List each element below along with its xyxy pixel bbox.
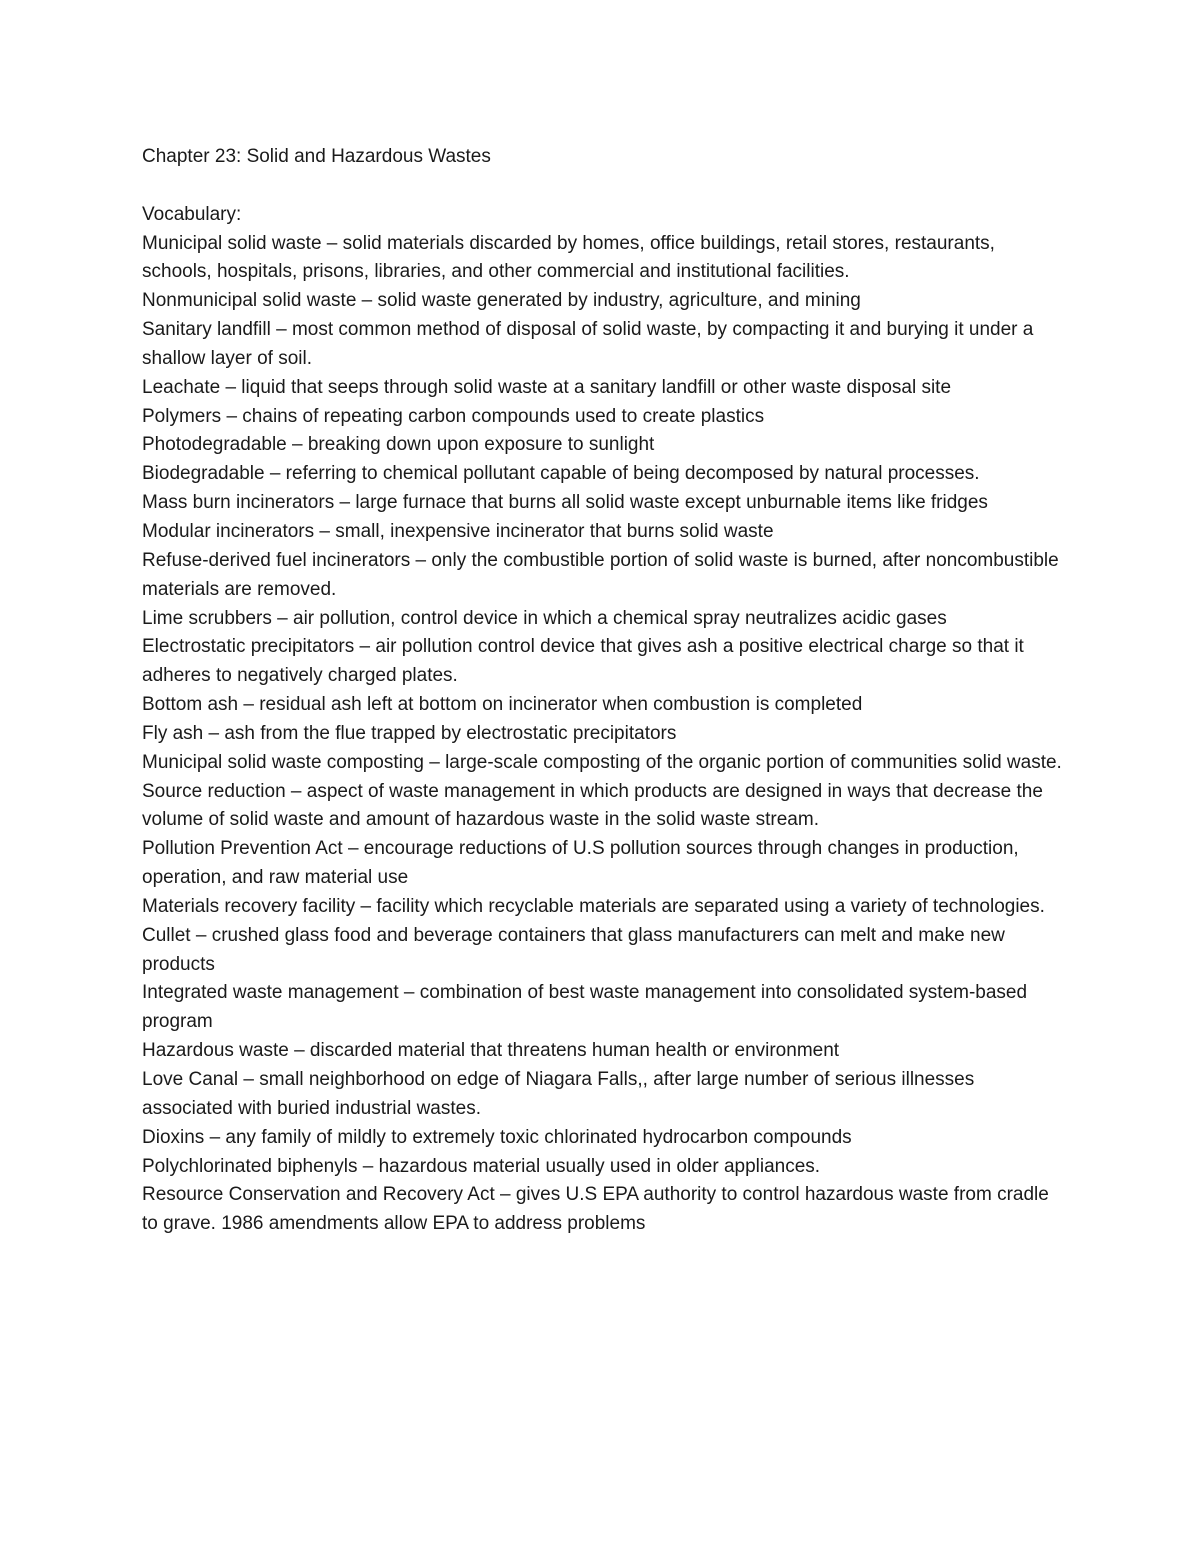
vocabulary-entry: Mass burn incinerators – large furnace that burns all solid waste except unburnable items like fridges	[142, 492, 988, 514]
vocabulary-entry: Fly ash – ash from the flue trapped by electrostatic precipitators	[142, 722, 677, 744]
vocabulary-entry: Hazardous waste – discarded material that threatens human health or environment	[142, 1040, 840, 1062]
vocabulary-entry: Municipal solid waste composting – large-scale composting of the organic portion of communities solid waste.	[142, 751, 1062, 773]
document-body	[142, 143, 1067, 1239]
section-label: Vocabulary:	[142, 203, 242, 225]
vocabulary-entry: Modular incinerators – small, inexpensive incinerator that burns solid waste	[142, 520, 774, 542]
vocabulary-entry: Resource Conservation and Recovery Act – gives U.S EPA authority to control hazardous waste from cradle to grave. 1986 amendments allow EPA to address problems	[142, 1184, 1049, 1235]
vocabulary-entry: Lime scrubbers – air pollution, control device in which a chemical spray neutralizes acidic gases	[142, 607, 947, 629]
vocabulary-entry: Electrostatic precipitators – air pollution control device that gives ash a positive electrical charge so that it adheres to negatively charged plates.	[142, 636, 1024, 687]
vocabulary-entry: Source reduction – aspect of waste management in which products are designed in ways that decrease the volume of solid waste and amount of hazardous waste in the solid waste stream.	[142, 780, 1043, 831]
vocabulary-entry: Photodegradable – breaking down upon exposure to sunlight	[142, 434, 655, 456]
vocabulary-entry: Pollution Prevention Act – encourage reductions of U.S pollution sources through changes in production, operation, and raw material use	[142, 838, 1019, 889]
vocabulary-entry: Love Canal – small neighborhood on edge of Niagara Falls,, after large number of serious illnesses associated with buried industrial wastes.	[142, 1069, 975, 1119]
vocabulary-entry: Refuse-derived fuel incinerators – only the combustible portion of solid waste is burned, after noncombustible materials are removed.	[142, 549, 1059, 600]
vocabulary-list	[142, 230, 1067, 1240]
vocabulary-entry: Nonmunicipal solid waste – solid waste generated by industry, agriculture, and mining	[142, 290, 861, 312]
vocabulary-entry: Dioxins – any family of mildly to extremely toxic chlorinated hydrocarbon compounds	[142, 1126, 852, 1148]
vocabulary-entry: Biodegradable – referring to chemical pollutant capable of being decomposed by natural processes.	[142, 463, 980, 485]
vocabulary-entry: Integrated waste management – combination of best waste management into consolidated system-based program	[142, 982, 1028, 1033]
vocabulary-entry: Leachate – liquid that seeps through solid waste at a sanitary landfill or other waste disposal site	[142, 376, 952, 398]
vocabulary-entry: Sanitary landfill – most common method of disposal of solid waste, by compacting it and burying it under a shallow layer of soil.	[142, 319, 1034, 369]
page-title: Chapter 23: Solid and Hazardous Wastes	[142, 146, 491, 167]
vocabulary-entry: Materials recovery facility – facility which recyclable materials are separated using a variety of technologies.	[142, 895, 1045, 917]
vocabulary-entry: Polymers – chains of repeating carbon compounds used to create plastics	[142, 405, 765, 427]
vocabulary-entry: Bottom ash – residual ash left at bottom on incinerator when combustion is completed	[142, 694, 863, 716]
vocabulary-entry: Polychlorinated biphenyls – hazardous material usually used in older appliances.	[142, 1155, 821, 1177]
blank-line	[142, 172, 1067, 201]
vocabulary-entry: Cullet – crushed glass food and beverage containers that glass manufacturers can melt and make new products	[142, 924, 1005, 975]
vocabulary-entry: Municipal solid waste – solid materials discarded by homes, office buildings, retail stores, restaurants, schools, hospitals, prisons, libraries, and other commercial and institutional facilities.	[142, 232, 995, 283]
